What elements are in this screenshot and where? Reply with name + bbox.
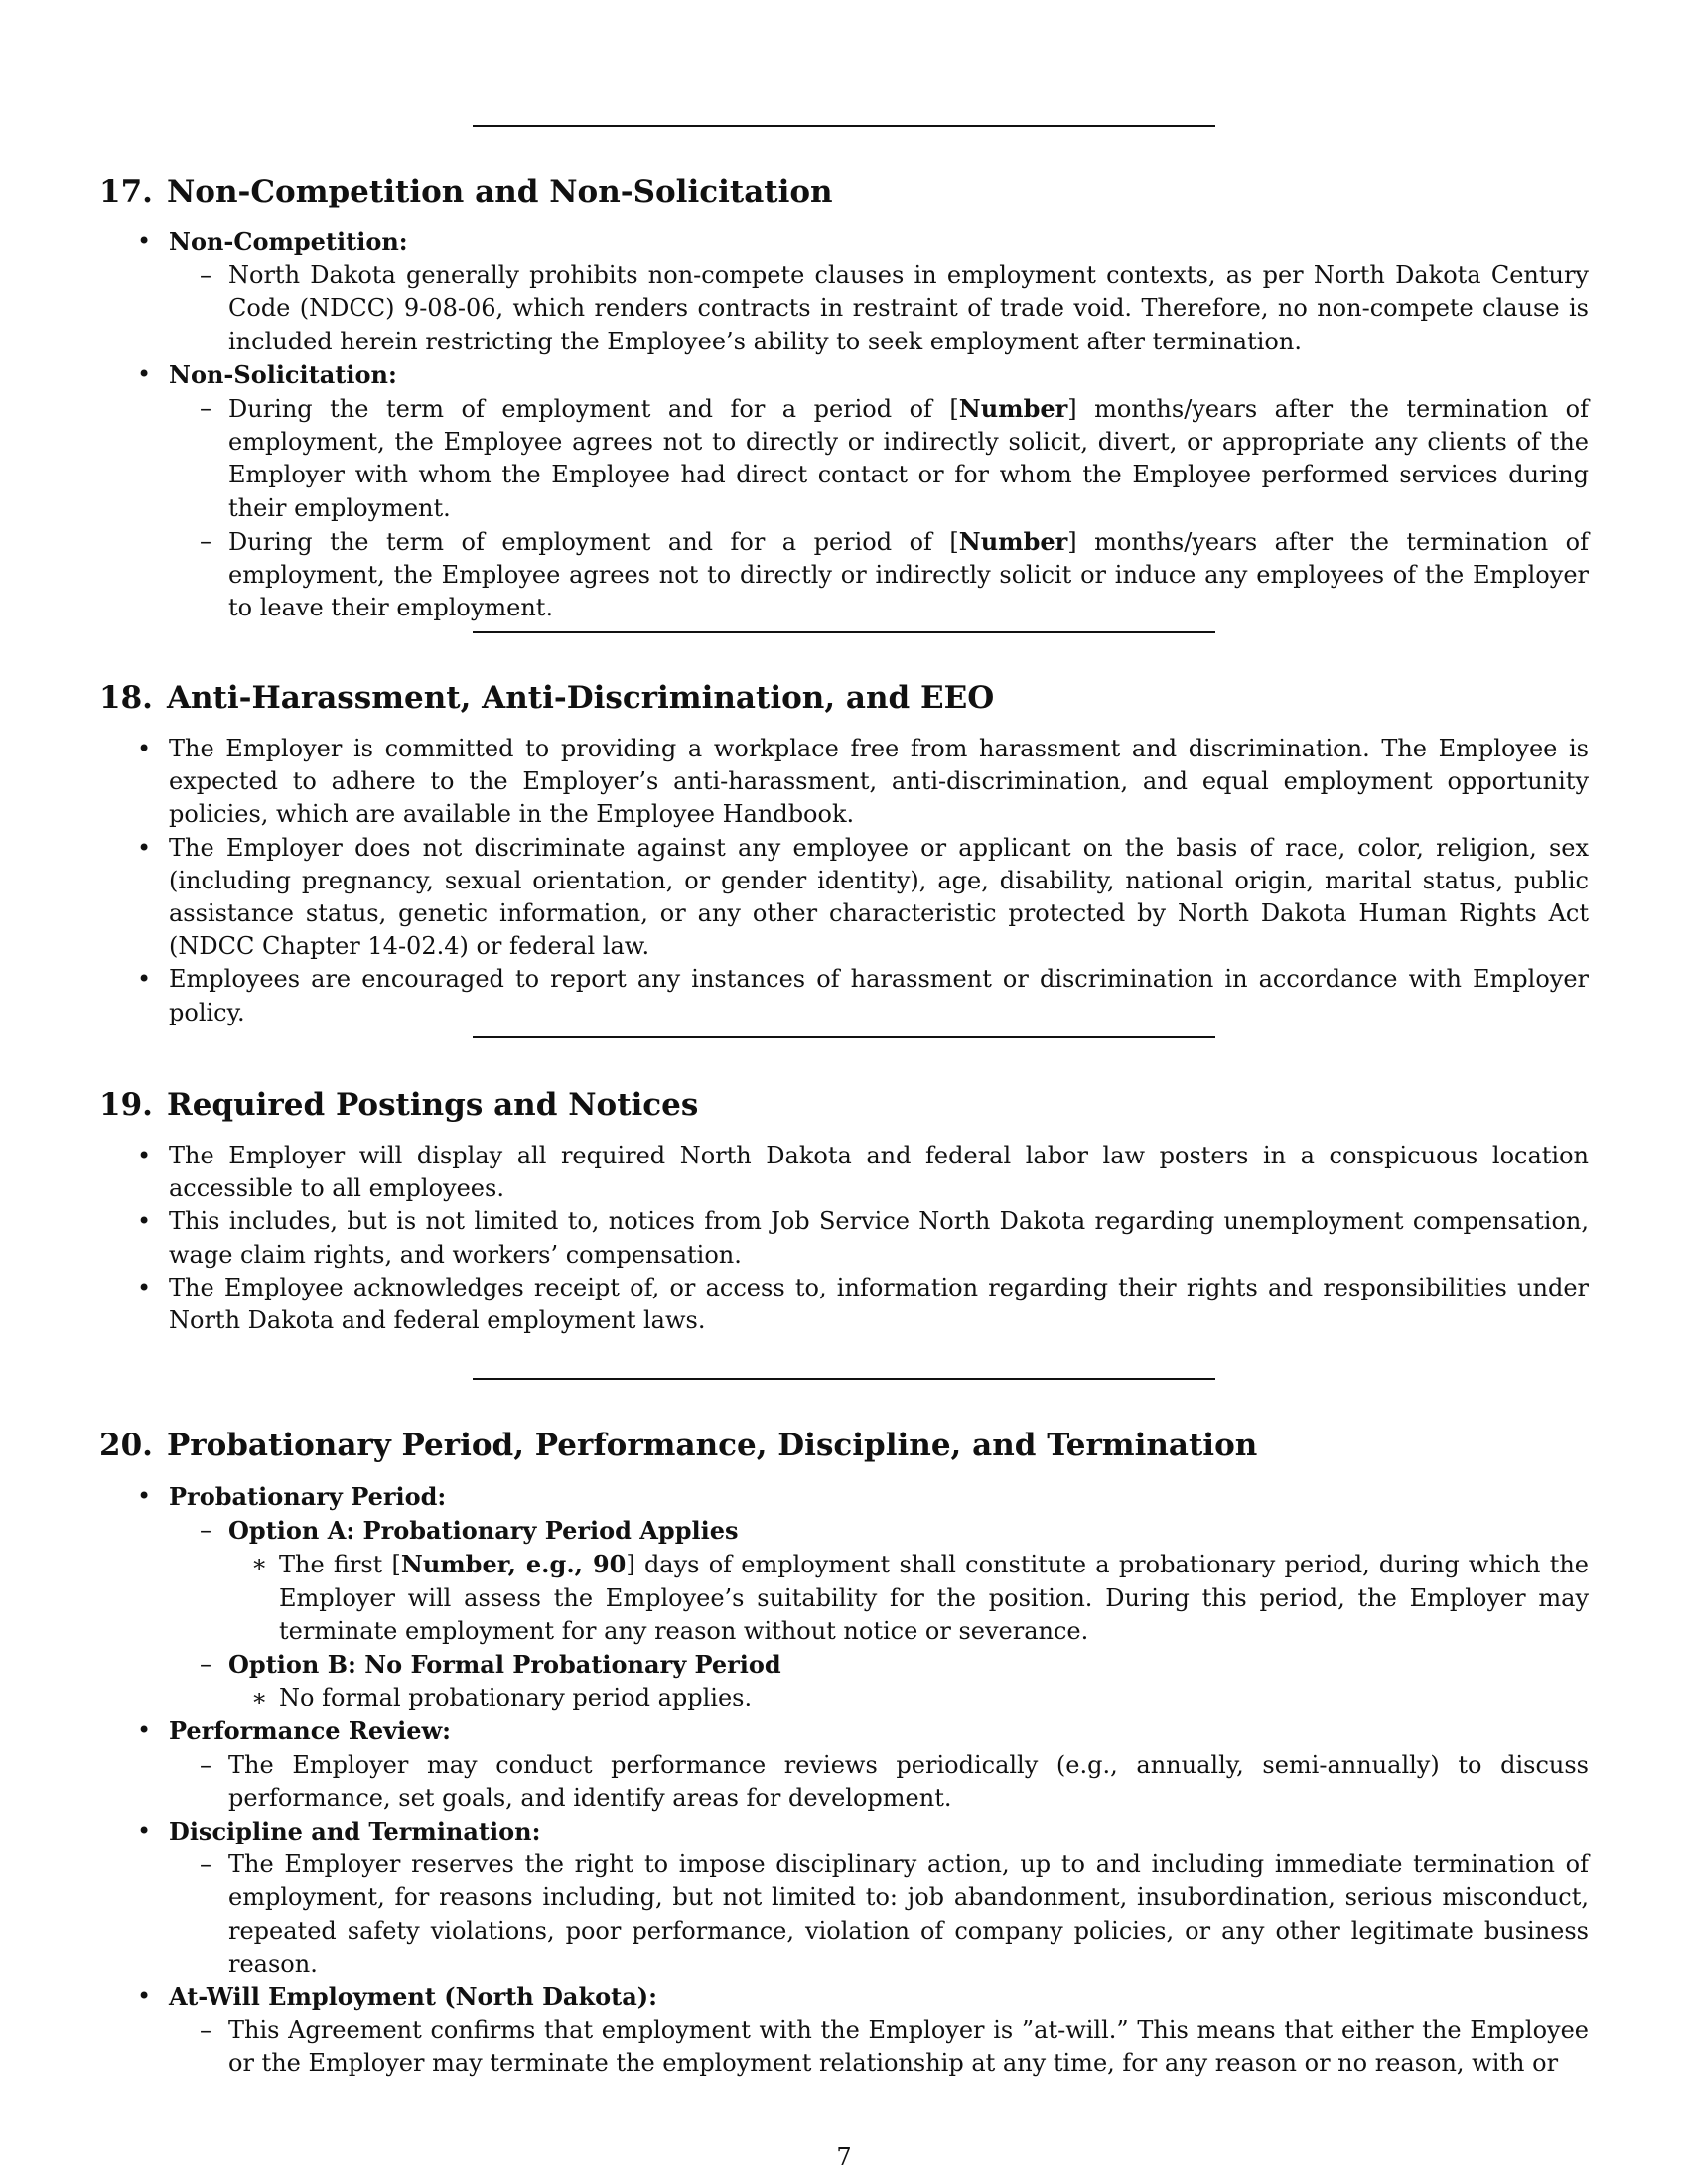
item-label: Non-Competition:	[169, 227, 408, 256]
section-divider	[473, 631, 1215, 633]
item-text: North Dakota generally prohibits non-compete clauses in employment contexts, as per North Dakota Century Code (NDCC) 9-08-06, which renders contracts in restraint of trade void. Therefore, no non-compete clause is included herein restricting the Employee’s ability to seek employment after termination.	[228, 261, 1589, 355]
bullet-marker: •	[137, 1207, 152, 1236]
item-label: At-Will Employment (North Dakota):	[169, 1982, 657, 2012]
bullet-marker: •	[137, 833, 152, 862]
item-text: Employees are encouraged to report any instances of harassment or discrimination in accordance with Employer policy.	[169, 965, 1589, 1026]
section-divider	[473, 1036, 1215, 1038]
item-label: Option A: Probationary Period Applies	[228, 1516, 739, 1546]
list-item	[99, 1815, 1589, 1848]
placeholder-field: Number, e.g., 90	[400, 1550, 627, 1579]
section-title: Anti-Harassment, Anti-Discrimination, and EEO	[166, 680, 995, 716]
list-item	[99, 525, 1589, 625]
item-text: The Employer will display all required North Dakota and federal labor law posters in a conspicuous location accessible to all employees.	[169, 1142, 1589, 1203]
section-18-list	[99, 733, 1589, 1029]
item-label: Discipline and Termination:	[169, 1817, 541, 1846]
star-marker: ∗	[251, 1684, 268, 1712]
item-text: No formal probationary period applies.	[279, 1684, 753, 1712]
dash-marker: –	[200, 1850, 211, 1879]
list-item	[99, 1648, 1589, 1682]
list-item	[99, 2014, 1589, 2080]
list-item	[99, 963, 1589, 1028]
section-number: 20.	[99, 1428, 153, 1463]
placeholder-field: Number	[958, 394, 1068, 424]
bullet-marker: •	[137, 735, 152, 762]
section-title: Required Postings and Notices	[166, 1087, 699, 1123]
list-item	[99, 259, 1589, 358]
bullet-marker: •	[137, 1982, 152, 2011]
section-19-heading	[99, 1085, 698, 1125]
list-item	[99, 392, 1589, 525]
list-item	[99, 832, 1589, 964]
section-divider	[473, 1378, 1215, 1380]
item-text: The Employer does not discriminate against any employee or applicant on the basis of race, color, religion, sex (including pregnancy, sexual orientation, or gender identity), age, disability, national origin, marital status, public assistance status, genetic information, or any other characteristic protected by North Dakota Human Rights Act (NDCC Chapter 14-02.4) or federal law.	[169, 833, 1589, 961]
item-text: During the term of employment and for a period of [	[228, 527, 959, 556]
item-text: This Agreement confirms that employment with the Employer is ”at-will.” This means that either the Employee or the Employer may terminate the employment relationship at any time, for any reason or no reason, with or	[228, 2016, 1589, 2078]
list-item	[99, 358, 1589, 392]
list-item	[99, 733, 1589, 832]
list-item	[99, 1548, 1589, 1648]
list-item	[99, 1682, 1589, 1714]
section-number: 17.	[99, 174, 153, 209]
list-item	[99, 1514, 1589, 1548]
item-label: Non-Solicitation:	[169, 359, 397, 389]
section-number: 19.	[99, 1087, 153, 1123]
bullet-marker: •	[137, 1716, 152, 1745]
bullet-marker: •	[137, 965, 152, 994]
bullet-marker: •	[137, 1273, 152, 1301]
list-item	[99, 1714, 1589, 1748]
item-text: ] days of employment shall constitute a probationary period, during which the Employer will assess the Employee’s suitability for the position. During this period, the Employer may terminate employment for any reason without notice or severance.	[279, 1551, 1589, 1645]
bullet-marker: •	[137, 359, 152, 388]
list-item	[99, 1272, 1589, 1337]
dash-marker: –	[200, 526, 211, 555]
section-20-list	[99, 1480, 1589, 2081]
bullet-marker: •	[137, 227, 152, 255]
list-item	[99, 1749, 1589, 1815]
item-text: During the term of employment and for a period of [	[228, 395, 959, 424]
item-text: The first [	[279, 1551, 401, 1579]
page-number: 7	[836, 2143, 852, 2171]
section-20-heading	[99, 1426, 1257, 1465]
section-title: Non-Competition and Non-Solicitation	[166, 174, 833, 209]
dash-marker: –	[200, 1750, 211, 1779]
section-number: 18.	[99, 680, 153, 716]
list-item	[99, 1480, 1589, 1514]
bullet-marker: •	[137, 1482, 152, 1510]
item-text: The Employer reserves the right to impose disciplinary action, up to and including immediate termination of employment, for reasons including, but not limited to: job abandonment, insubordination, serious misconduct, repeated safety violations, poor performance, violation of company policies, or any other legitimate business reason.	[228, 1850, 1589, 1978]
item-text: This includes, but is not limited to, notices from Job Service North Dakota regarding unemployment compensation, wage claim rights, and workers’ compensation.	[169, 1207, 1589, 1269]
list-item	[99, 1980, 1589, 2014]
section-18-heading	[99, 678, 994, 718]
document-page	[99, 0, 1589, 2184]
bullet-marker: •	[137, 1142, 152, 1169]
dash-marker: –	[200, 394, 211, 423]
dash-marker: –	[200, 1650, 211, 1679]
item-text: The Employer is committed to providing a workplace free from harassment and discrimination. The Employee is expected to adhere to the Employer’s anti-harassment, anti-discrimination, and equal employment opportunity policies, which are available in the Employee Handbook.	[169, 735, 1589, 829]
dash-marker: –	[200, 261, 211, 290]
list-item	[99, 225, 1589, 259]
item-label: Probationary Period:	[169, 1482, 447, 1511]
bullet-marker: •	[137, 1817, 152, 1845]
list-item	[99, 1205, 1589, 1271]
item-text: The Employee acknowledges receipt of, or access to, information regarding their rights and responsibilities under North Dakota and federal employment laws.	[169, 1273, 1589, 1335]
star-marker: ∗	[251, 1550, 268, 1578]
item-label: Option B: No Formal Probationary Period	[228, 1650, 781, 1680]
dash-marker: –	[200, 2016, 211, 2045]
section-19-list	[99, 1140, 1589, 1337]
item-text: ] months/years after the termination of employment, the Employee agrees not to directly or indirectly solicit or induce any employees of the Employer to leave their employment.	[228, 527, 1589, 622]
section-divider	[473, 125, 1215, 127]
section-title: Probationary Period, Performance, Discipline, and Termination	[166, 1428, 1258, 1463]
list-item	[99, 1848, 1589, 1980]
item-text: ] months/years after the termination of employment, the Employee agrees not to directly or indirectly solicit, divert, or appropriate any clients of the Employer with whom the Employee had direct contact or for whom the Employee performed services during their employment.	[228, 395, 1589, 522]
dash-marker: –	[200, 1516, 211, 1545]
list-item	[99, 1140, 1589, 1205]
section-17-list	[99, 225, 1589, 624]
section-17-heading	[99, 172, 833, 211]
placeholder-field: Number	[958, 526, 1068, 556]
item-label: Performance Review:	[169, 1716, 451, 1746]
item-text: The Employer may conduct performance reviews periodically (e.g., annually, semi-annually) to discuss performance, set goals, and identify areas for development.	[228, 1750, 1589, 1812]
